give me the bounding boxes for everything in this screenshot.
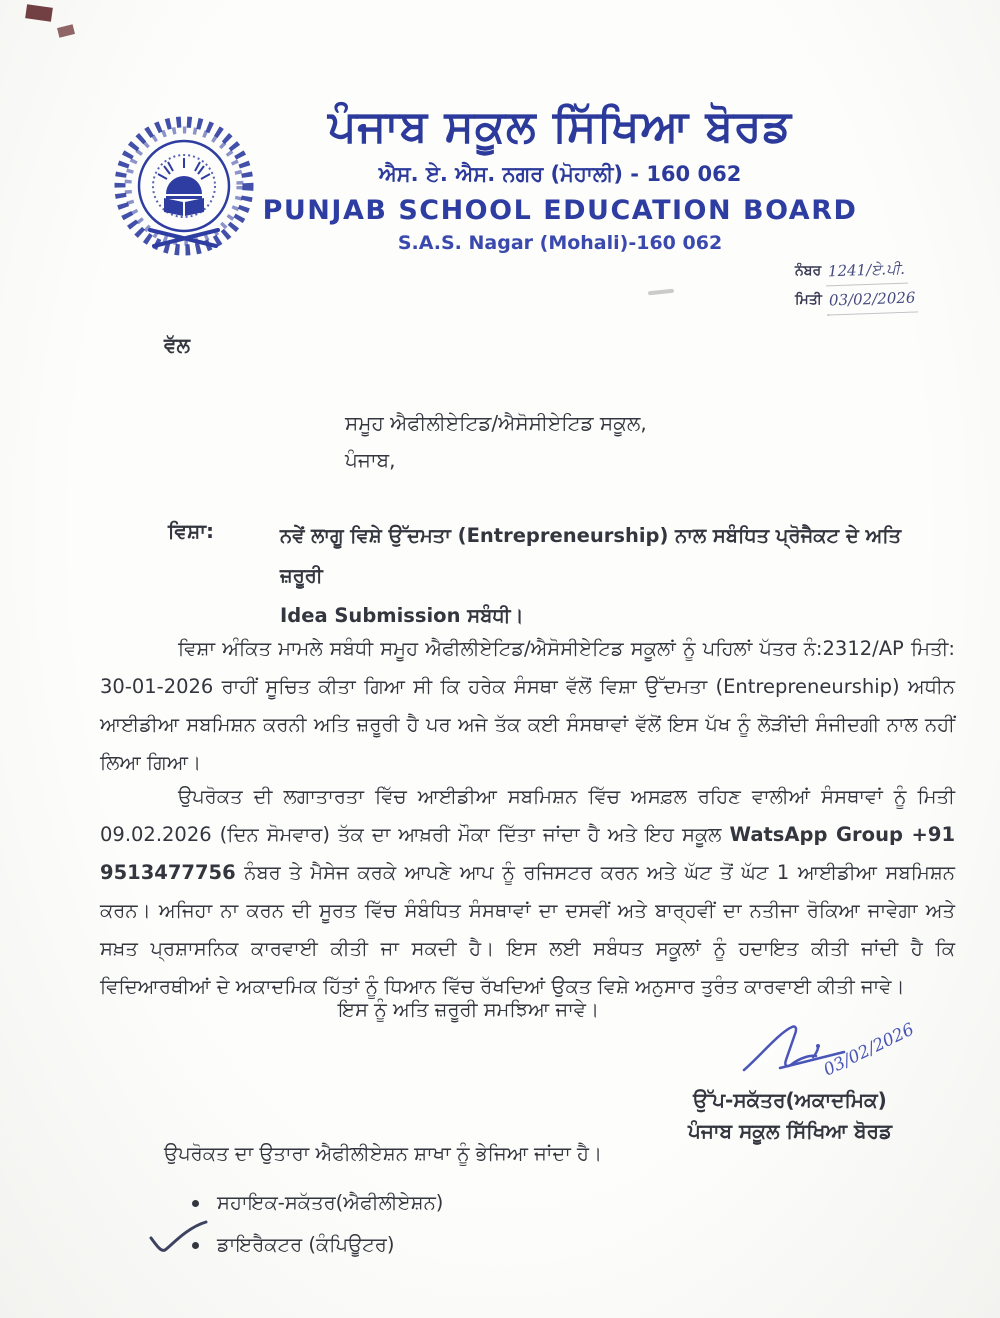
letterhead [250, 98, 870, 254]
paragraph-2-text: ਉਪਰੋਕਤ ਦੀ ਲਗਾਤਾਰਤਾ ਵਿੱਚ ਆਈਡੀਆ ਸਬਮਿਸ਼ਨ ਵਿੱਚ ਅਸਫ਼ਲ ਰਹਿਣ ਵਾਲੀਆਂ ਸੰਸਥਾਵਾਂ ਨੂੰ ਮਿਤੀ 09.02.2026 (ਦਿਨ ਸੋਮਵਾਰ) ਤੱਕ ਦਾ ਆਖ਼ਰੀ ਮੌਕਾ ਦਿੱਤਾ ਜਾਂਦਾ ਹੈ ਅਤੇ ਇਹ ਸਕੂਲ [100, 785, 955, 846]
reference-number-label: ਨੰਬਰ [795, 263, 822, 279]
endorsement-list [192, 1182, 443, 1266]
handwritten-checkmark-icon [148, 1216, 212, 1258]
signatory-designation: ਉੱਪ-ਸਕੱਤਰ(ਅਕਾਦਮਿਕ) [693, 1088, 887, 1112]
recipient-line-2: ਪੰਜਾਬ, [345, 448, 396, 472]
recipient-address [345, 405, 647, 479]
list-item [192, 1182, 443, 1224]
reference-number-row [795, 256, 995, 285]
scan-artifact [57, 24, 75, 38]
endorsement-intro: ਉਪਰੋਕਤ ਦਾ ਉਤਾਰਾ ਐਫੀਲੀਏਸ਼ਨ ਸ਼ਾਖਾ ਨੂੰ ਭੇਜਿਆ ਜਾਂਦਾ ਹੈ। [164, 1142, 603, 1165]
subject-label: ਵਿਸ਼ਾ: [168, 519, 214, 543]
endorsement-item-1: ਸਹਾਇਕ-ਸਕੱਤਰ(ਐਫੀਲੀਏਸ਼ਨ) [217, 1191, 444, 1214]
reference-date-value: 03/02/2026 [826, 283, 917, 315]
board-title-english: PUNJAB SCHOOL EDUCATION BOARD [262, 195, 858, 226]
endorsement-item-2: ਡਾਇਰੈਕਟਰ (ਕੰਪਿਊਟਰ) [217, 1233, 395, 1256]
board-emblem-logo [106, 112, 262, 268]
scan-artifact [25, 4, 53, 21]
whatsapp-group-number: WatsApp Group +91 9513477756 [100, 823, 956, 884]
board-address-punjabi: ਐਸ. ਏ. ਐਸ. ਨਗਰ (ਮੋਹਾਲੀ) - 160 062 [378, 162, 742, 186]
reference-block [795, 256, 995, 314]
subject-text [280, 516, 945, 636]
body-paragraph-1: ਵਿਸ਼ਾ ਅੰਕਿਤ ਮਾਮਲੇ ਸਬੰਧੀ ਸਮੂਹ ਐਫੀਲੀਏਟਿਡ/ਐਸੋਸੀਏਟਿਡ ਸਕੂਲਾਂ ਨੂੰ ਪਹਿਲਾਂ ਪੱਤਰ ਨੰ:2312/AP ਮਿਤੀ: 30-01-2026 ਰਾਹੀਂ ਸੂਚਿਤ ਕੀਤਾ ਗਿਆ ਸੀ ਕਿ ਹਰੇਕ ਸੰਸਥਾ ਵੱਲੋਂ ਵਿਸ਼ਾ ਉੱਦਮਤਾ (Entrepreneurship) ਅਧੀਨ ਆਈਡੀਆ ਸਬਮਿਸ਼ਨ ਕਰਨੀ ਅਤਿ ਜ਼ਰੂਰੀ ਹੈ ਪਰ ਅਜੇ ਤੱਕ ਕਈ ਸੰਸਥਾਵਾਂ ਵੱਲੋਂ ਇਸ ਪੱਖ ਨੂੰ ਲੋੜੀਂਦੀ ਸੰਜੀਦਗੀ ਨਾਲ ਨਹੀਂ ਲਿਆ ਗਿਆ। [100, 637, 955, 774]
subject-line-1: ਨਵੇਂ ਲਾਗੂ ਵਿਸ਼ੇ ਉੱਦਮਤਾ (Entrepreneurship) ਨਾਲ ਸਬੰਧਿਤ ਪ੍ਰੋਜੈਕਟ ਦੇ ਅਤਿ ਜ਼ਰੂਰੀ [280, 524, 902, 587]
list-item [192, 1224, 443, 1266]
emphasis-line: ਇਸ ਨੂੰ ਅਤਿ ਜ਼ਰੂਰੀ ਸਮਝਿਆ ਜਾਵੇ। [338, 998, 600, 1021]
to-label: ਵੱਲ [164, 333, 191, 357]
signature-row [620, 1019, 960, 1086]
signature-block [620, 1019, 960, 1143]
reference-date-row [795, 285, 995, 314]
board-title-punjabi: ਪੰਜਾਬ ਸਕੂਲ ਸਿੱਖਿਆ ਬੋਰਡ [328, 101, 792, 152]
reference-date-label: ਮਿਤੀ [795, 292, 822, 308]
paragraph-2-continued: ਨੰਬਰ ਤੇ ਮੈਸੇਜ ਕਰਕੇ ਆਪਣੇ ਆਪ ਨੂੰ ਰਜਿਸਟਰ ਕਰਨ ਅਤੇ ਘੱਟ ਤੋਂ ਘੱਟ 1 ਆਈਡੀਆ ਸਬਮਿਸ਼ਨ ਕਰਨ। ਅਜਿਹਾ ਨਾ ਕਰਨ ਦੀ ਸੂਰਤ ਵਿੱਚ ਸੰਬੰਧਿਤ ਸੰਸਥਾਵਾਂ ਦਾ ਦਸਵੀਂ ਅਤੇ ਬਾਰ੍ਹਵੀਂ ਦਾ ਨਤੀਜਾ ਰੋਕਿਆ ਜਾਵੇਗਾ ਅਤੇ ਸਖ਼ਤ ਪ੍ਰਸ਼ਾਸਨਿਕ ਕਾਰਵਾਈ ਕੀਤੀ ਜਾ ਸਕਦੀ ਹੈ। ਇਸ ਲਈ ਸਬੰਧਤ ਸਕੂਲਾਂ ਨੂੰ ਹਦਾਇਤ ਕੀਤੀ ਜਾਂਦੀ ਹੈ ਕਿ ਵਿਦਿਆਰਥੀਆਂ ਦੇ ਅਕਾਦਮਿਕ ਹਿੱਤਾਂ ਨੂੰ ਧਿਆਨ ਵਿੱਚ ਰੱਖਦਿਆਂ ਉਕਤ ਵਿਸ਼ੇ ਅਨੁਸਾਰ ਤੁਰੰਤ ਕਾਰਵਾਈ ਕੀਤੀ ਜਾਵੇ। [100, 861, 955, 998]
signatory-organization: ਪੰਜਾਬ ਸਕੂਲ ਸਿੱਖਿਆ ਬੋਰਡ [687, 1119, 893, 1143]
emblem-icon [106, 112, 262, 268]
body-paragraph-2 [100, 778, 955, 1006]
board-address-english: S.A.S. Nagar (Mohali)-160 062 [397, 232, 723, 254]
recipient-line-1: ਸਮੂਹ ਐਫੀਲੀਏਟਿਡ/ਐਸੋਸੀਏਟਿਡ ਸਕੂਲ, [345, 411, 647, 435]
bullet-icon [192, 1200, 199, 1207]
signature-date: 03/02/2026 [820, 1019, 918, 1081]
scan-artifact [648, 289, 674, 296]
reference-number-value: 1241/ਏ.ਪੀ. [825, 255, 907, 287]
subject-line-2: Idea Submission ਸਬੰਧੀ। [280, 604, 524, 627]
